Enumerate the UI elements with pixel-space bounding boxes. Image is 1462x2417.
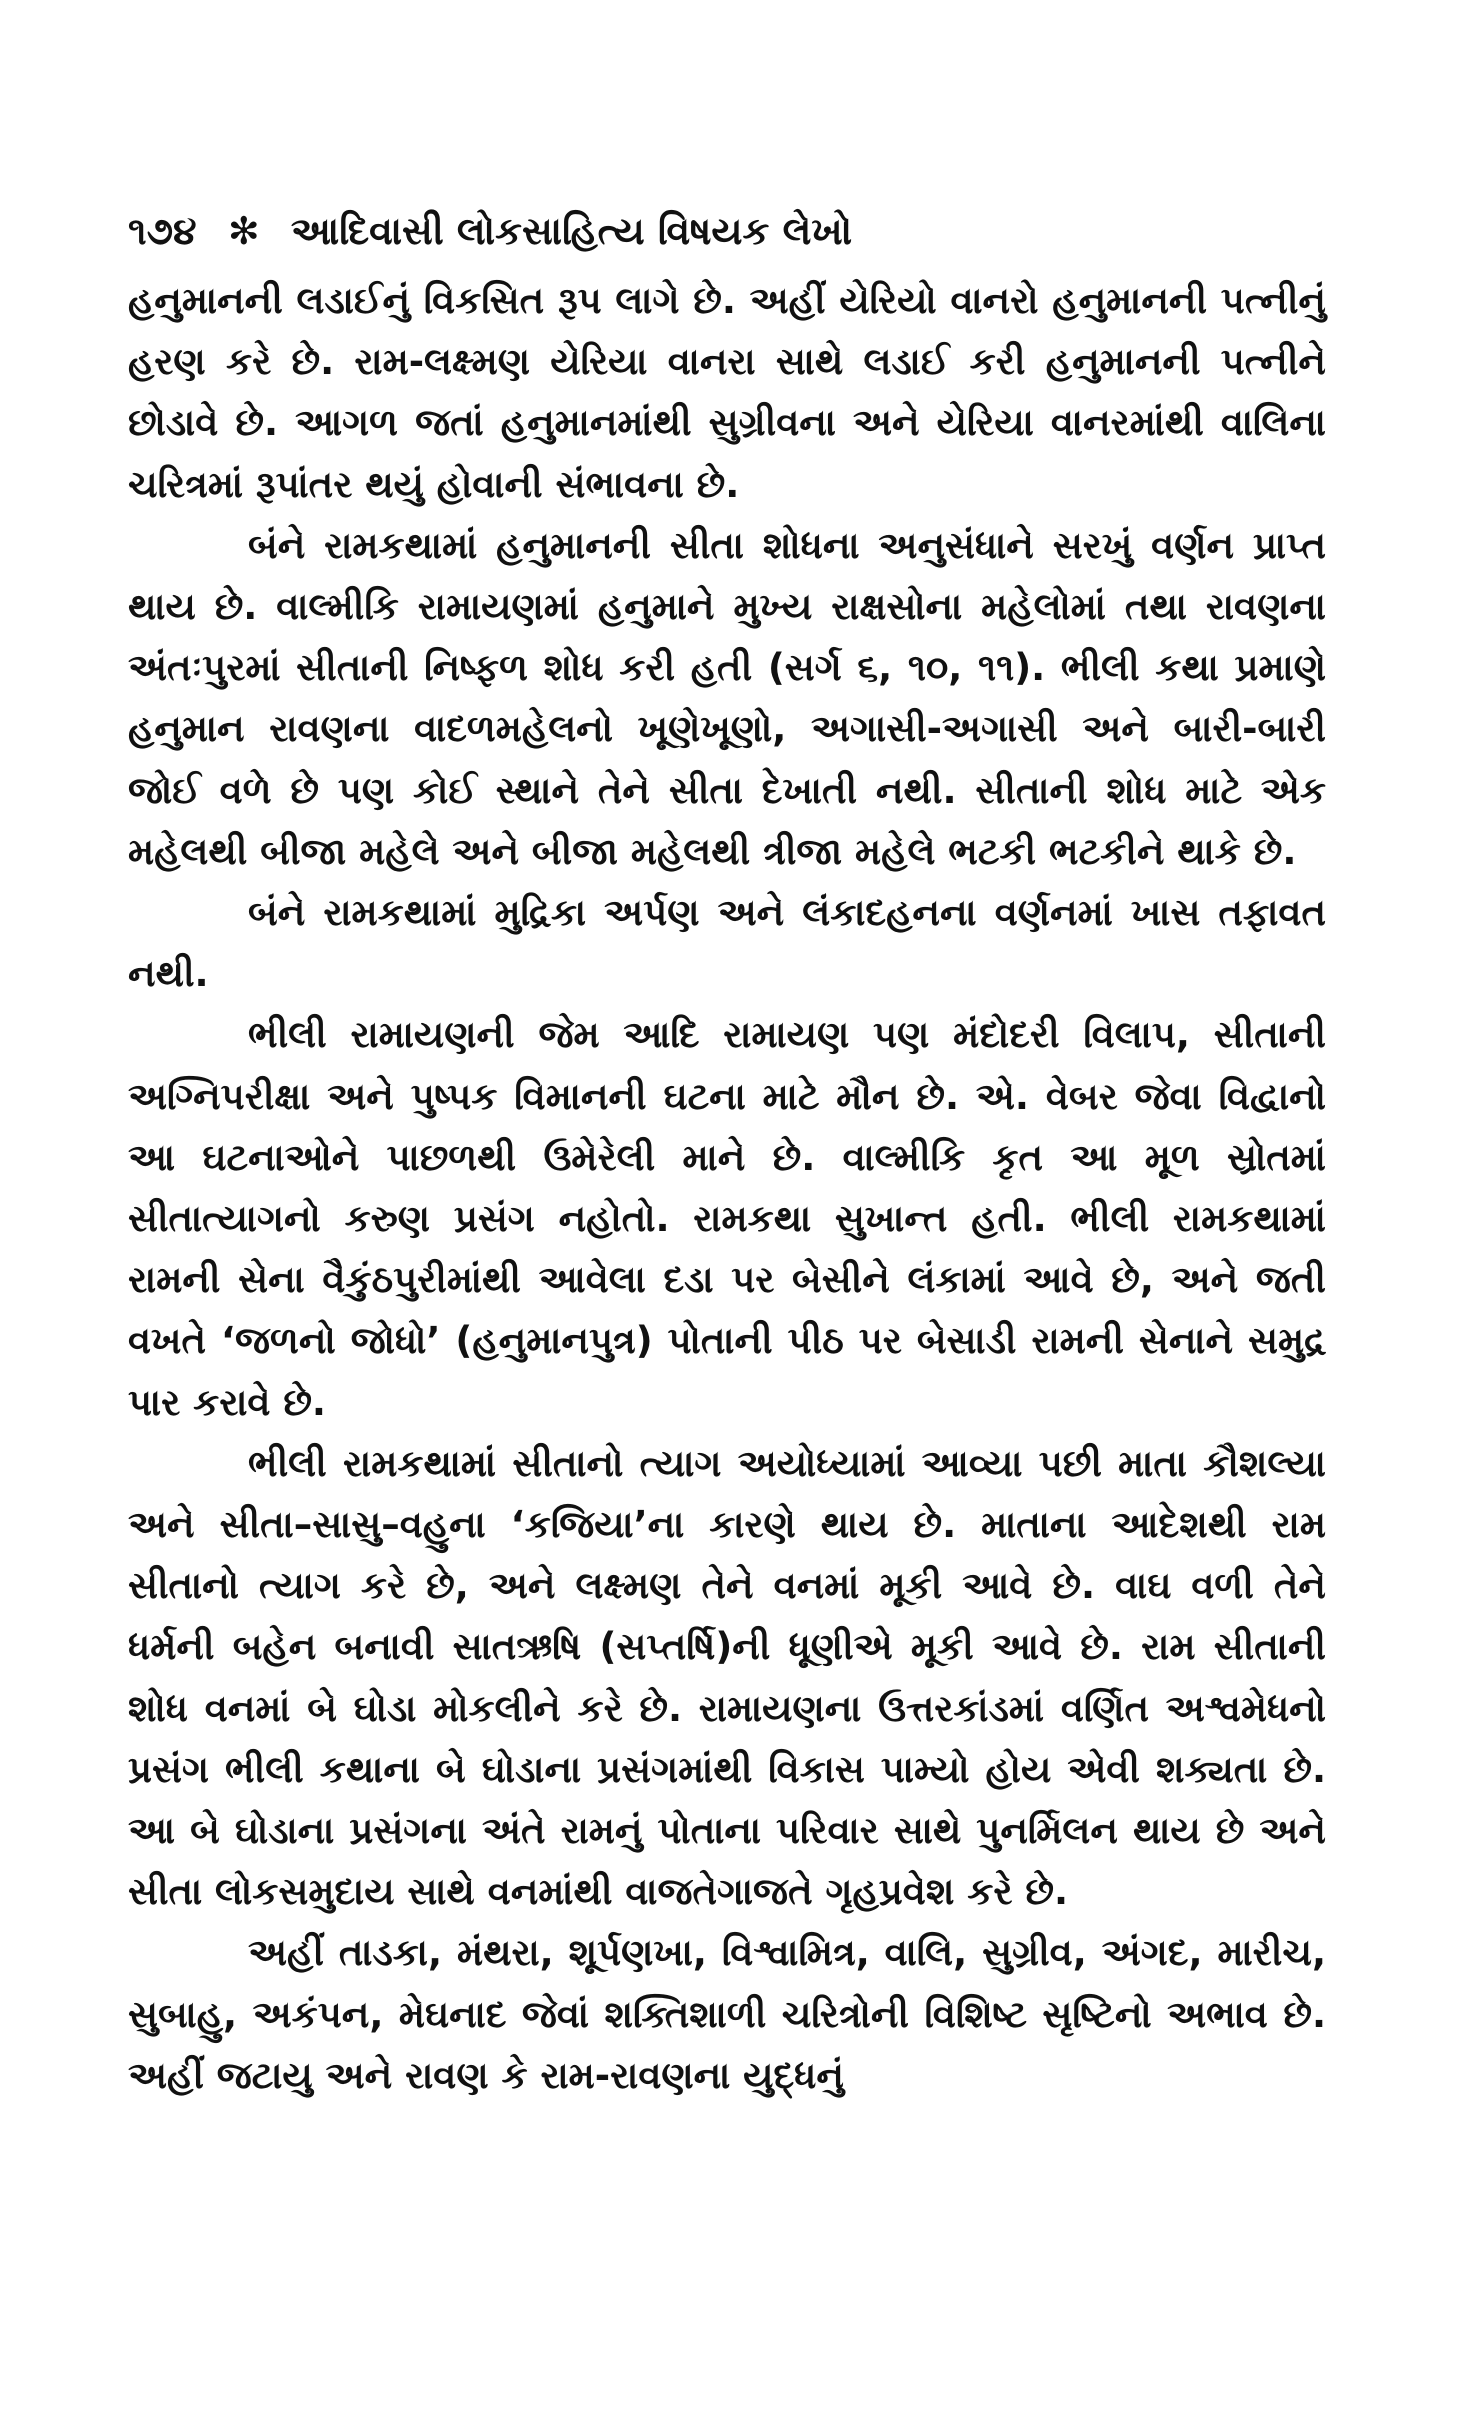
paragraph: બંને રામકથામાં મુદ્રિકા અર્પણ અને લંકાદહનના વર્ણનમાં ખાસ તફાવત નથી. — [128, 891, 1326, 996]
paragraph: ભીલી રામાયણની જેમ આદિ રામાયણ પણ મંદોદરી વિલાપ, સીતાની અગ્નિપરીક્ષા અને પુષ્પક વિમાનની ઘટના માટે મૌન છે. એ. વેબર જેવા વિદ્વાનો આ ઘટનાઓને પાછળથી ઉમેરેલી માને છે. વાલ્મીકિ કૃત આ મૂળ સ્રોતમાં સીતાત્યાગનો કરુણ પ્રસંગ નહોતો. રામકથા સુખાન્ત હતી. ભીલી રામકથામાં રામની સેના વૈકુંઠપુરીમાંથી આવેલા દડા પર બેસીને લંકામાં આવે છે, અને જતી વખતે ‘જળનો જોધો’ (હનુમાનપુત્ર) પોતાની પીઠ પર બેસાડી રામની સેનાને સમુદ્ર પાર કરાવે છે. — [128, 1013, 1326, 1424]
asterisk-separator-icon: ✻ — [227, 209, 260, 253]
paragraph-continued: હનુમાનની લડાઈનું વિકસિત રૂપ લાગે છે. અહીં યેરિયો વાનરો હનુમાનની પત્નીનું હરણ કરે છે. રામ-લક્ષ્મણ યેરિયા વાનરા સાથે લડાઈ કરી હનુમાનની પત્નીને છોડાવે છે. આગળ જતાં હનુમાનમાંથી સુગ્રીવના અને યેરિયા વાનરમાંથી વાલિના ચરિત્રમાં રૂપાંતર થયું હોવાની સંભાવના છે. — [128, 279, 1326, 506]
running-header — [128, 206, 1328, 256]
paragraph: બંને રામકથામાં હનુમાનની સીતા શોધના અનુસંધાને સરખું વર્ણન પ્રાપ્ત થાય છે. વાલ્મીકિ રામાયણમાં હનુમાને મુખ્ય રાક્ષસોના મહેલોમાં તથા રાવણના અંતઃપુરમાં સીતાની નિષ્ફળ શોધ કરી હતી (સર્ગ ૬, ૧૦, ૧૧). ભીલી કથા પ્રમાણે હનુમાન રાવણના વાદળમહેલનો ખૂણેખૂણો, અગાસી-અગાસી અને બારી-બારી જોઈ વળે છે પણ કોઈ સ્થાને તેને સીતા દેખાતી નથી. સીતાની શોધ માટે એક મહેલથી બીજા મહેલે અને બીજા મહેલથી ત્રીજા મહેલે ભટકી ભટકીને થાકે છે. — [128, 523, 1326, 873]
body-text — [128, 270, 1326, 2106]
paragraph: અહીં તાડકા, મંથરા, શૂર્પણખા, વિશ્વામિત્ર, વાલિ, સુગ્રીવ, અંગદ, મારીચ, સુબાહુ, અકંપન, મેઘનાદ જેવાં શક્તિશાળી ચરિત્રોની વિશિષ્ટ સૃષ્ટિનો અભાવ છે. અહીં જટાયુ અને રાવણ કે રામ-રાવણના યુદ્ધનું — [128, 1931, 1326, 2097]
book-title: આદિવાસી લોકસાહિત્ય વિષયક લેખો — [290, 209, 853, 253]
page-number: ૧૭૪ — [128, 209, 197, 253]
paragraph: ભીલી રામકથામાં સીતાનો ત્યાગ અયોધ્યામાં આવ્યા પછી માતા કૌશલ્યા અને સીતા–સાસુ–વહુના ‘કજિયા’ના કારણે થાય છે. માતાના આદેશથી રામ સીતાનો ત્યાગ કરે છે, અને લક્ષ્મણ તેને વનમાં મૂકી આવે છે. વાઘ વળી તેને ધર્મની બહેન બનાવી સાતઋષિ (સપ્તર્ષિ)ની ધૂણીએ મૂકી આવે છે. રામ સીતાની શોધ વનમાં બે ઘોડા મોકલીને કરે છે. રામાયણના ઉત્તરકાંડમાં વર્ણિત અશ્વમેધનો પ્રસંગ ભીલી કથાના બે ઘોડાના પ્રસંગમાંથી વિકાસ પામ્યો હોય એવી શક્યતા છે. આ બે ઘોડાના પ્રસંગના અંતે રામનું પોતાના પરિવાર સાથે પુનર્મિલન થાય છે અને સીતા લોકસમુદાય સાથે વનમાંથી વાજતેગાજતે ગૃહપ્રવેશ કરે છે. — [128, 1441, 1326, 1914]
